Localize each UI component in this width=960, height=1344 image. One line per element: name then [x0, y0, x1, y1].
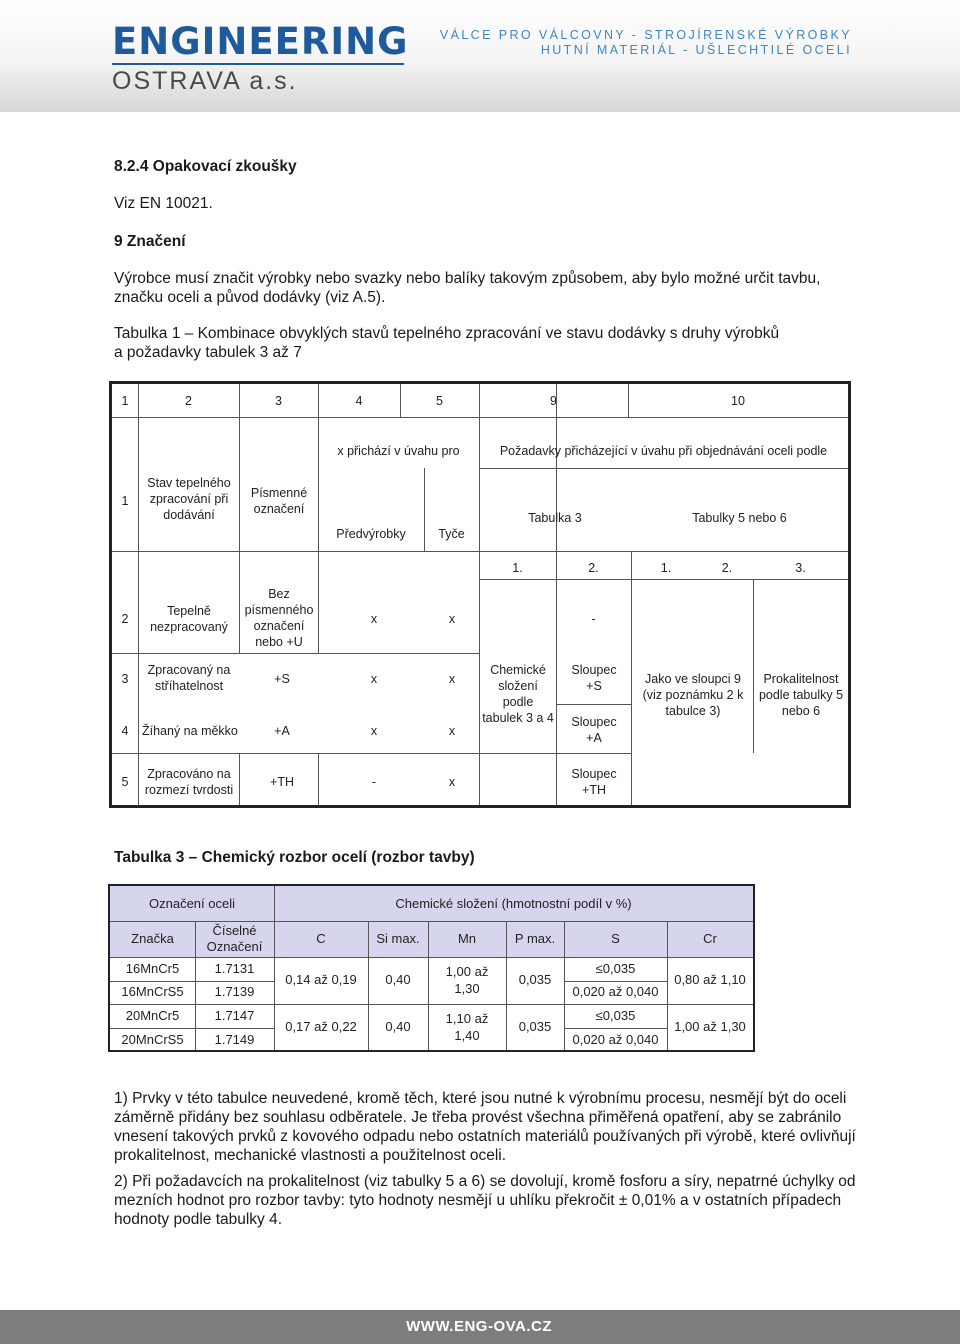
sub-num: 2. [588, 561, 599, 575]
row-num: 4 [121, 724, 129, 738]
page-footer [0, 1310, 960, 1344]
g1-c: 0,14 až 0,19 [285, 972, 357, 987]
table-1 [109, 381, 851, 808]
header-c: C [316, 931, 326, 946]
row-cislo: 1.7149 [214, 1032, 255, 1047]
brand-rule [112, 63, 404, 65]
r4-x-predvyrobky: x [370, 724, 378, 738]
r2-pismenne: Bez písmenného označení nebo +U [244, 587, 314, 649]
page-header [0, 0, 960, 112]
sub-num: 1. [512, 561, 523, 575]
r3-x-predvyrobky: x [370, 672, 378, 686]
r5-sloupec: Sloupec +TH [571, 767, 617, 797]
header-oznaceni-oceli: Označení oceli [149, 896, 235, 911]
row-znacka: 20MnCrS5 [121, 1032, 184, 1047]
note-1: 1) Prvky v této tabulce neuvedené, kromě těch, které jsou nutné k výrobnímu procesu, nesmějí být do oceli záměrně přidány bez souhlasu odběratele. Je třeba provést všechna přiměřená opatření, aby se zabránilo vnesení takových prvků z kovového odpadu nebo ostatních materiálů používaných při výrobě, které ovlivňují prokalitelnost, mechanické vlastnosti a použitelnost oceli. [114, 1090, 856, 1164]
r2-stav: Tepelně nezpracovaný [150, 604, 228, 634]
r2-dash: - [591, 612, 596, 626]
r5-pismenne: +TH [270, 775, 294, 789]
row-znacka: 20MnCr5 [125, 1008, 180, 1023]
header-ciselne: Číselné [212, 923, 257, 938]
row-cislo: 1.7139 [214, 984, 255, 999]
header-stav: Stav tepelného zpracování při dodávání [147, 476, 231, 522]
r4-stav: Žíhaný na měkko [142, 724, 238, 738]
chemicke-slozeni-cell: Chemické složení podle tabulek 3 a 4 [482, 663, 554, 725]
header-tabulky56: Tabulky 5 nebo 6 [692, 511, 787, 525]
text-viz-en: Viz EN 10021. [114, 195, 213, 212]
g2-c: 0,17 až 0,22 [285, 1019, 357, 1034]
col-num: 10 [731, 394, 745, 408]
row-s: 0,020 až 0,040 [572, 1032, 659, 1047]
table3-title: Tabulka 3 – Chemický rozbor ocelí (rozbor tavby) [114, 849, 475, 866]
header-x-prichazi: x přichází v úvahu pro [337, 444, 460, 458]
r3-pismenne: +S [274, 672, 290, 686]
header-cr: Cr [703, 931, 717, 946]
text-9-line2: značku oceli a původ dodávky (viz A.5). [114, 289, 386, 306]
header-tabulka3: Tabulka 3 [528, 511, 582, 525]
r3-stav: Zpracovaný na stříhatelnost [147, 663, 231, 693]
col-num: 1 [121, 394, 129, 408]
r2-x-predvyrobky: x [370, 612, 378, 626]
header-p: P max. [514, 931, 556, 946]
r4-x-tyce: x [448, 724, 456, 738]
col-num: 5 [436, 394, 443, 408]
header-s: S [611, 931, 620, 946]
g2-si: 0,40 [385, 1019, 411, 1034]
header-znacka: Značka [131, 931, 174, 946]
heading-9: 9 Značení [114, 233, 186, 250]
row-znacka: 16MnCr5 [125, 961, 180, 976]
brand-logo-text: ENGINEERING [112, 20, 409, 63]
col-num: 2 [185, 394, 192, 408]
g2-cr: 1,00 až 1,30 [674, 1019, 746, 1034]
sub-num: 2. [721, 561, 733, 575]
header-tyce: Tyče [438, 527, 465, 541]
row-s: ≤0,035 [595, 1008, 636, 1023]
g1-p: 0,035 [518, 972, 552, 987]
sub-num: 1. [660, 561, 672, 575]
g2-mn-2: 1,40 [454, 1028, 480, 1043]
row-znacka: 16MnCrS5 [121, 984, 184, 999]
r3-sloupec: Sloupec +S [571, 663, 617, 693]
header-pozadavky: Požadavky přicházející v úvahu při objednávání oceli podle [499, 444, 828, 458]
row-num: 1 [121, 494, 129, 508]
prokalitelnost-cell: Prokalitelnost podle tabulky 5 nebo 6 [758, 672, 844, 718]
heading-824: 8.2.4 Opakovací zkoušky [114, 158, 297, 175]
header-pismenne: Písmenné označení [250, 486, 308, 516]
g2-p: 0,035 [518, 1019, 552, 1034]
r3-x-tyce: x [448, 672, 456, 686]
g1-mn-1: 1,00 až [445, 964, 489, 979]
r4-pismenne: +A [274, 724, 290, 738]
jako-ve-sloupci-cell: Jako ve sloupci 9 (viz poznámku 2 k tabulce 3) [642, 672, 744, 718]
g2-mn-1: 1,10 až [445, 1011, 489, 1026]
footer-url-link[interactable]: WWW.ENG-OVA.CZ [406, 1318, 552, 1335]
g1-si: 0,40 [385, 972, 411, 987]
text-9-line1: Výrobce musí značit výrobky nebo svazky nebo balíky takovým způsobem, aby bylo možné určit tavbu, [114, 270, 821, 287]
r4-sloupec: Sloupec +A [571, 715, 617, 745]
sub-num: 3. [795, 561, 806, 575]
g1-mn-2: 1,30 [454, 981, 480, 996]
table1-title-line1: Tabulka 1 – Kombinace obvyklých stavů tepelného zpracování ve stavu dodávky s druhy výrobků [114, 325, 780, 342]
row-cislo: 1.7131 [214, 961, 255, 976]
tagline-2: HUTNÍ MATERIÁL - UŠLECHTILÉ OCELI [540, 43, 852, 57]
header-chemicke-slozeni: Chemické složení (hmotnostní podíl v %) [395, 896, 632, 911]
col-num: 9 [550, 394, 557, 408]
r5-stav: Zpracováno na rozmezí tvrdosti [144, 767, 234, 797]
tagline-1: VÁLCE PRO VÁLCOVNY - STROJÍRENSKÉ VÝROBKY [439, 28, 852, 42]
r2-x-tyce: x [448, 612, 456, 626]
note-2: 2) Při požadavcích na prokalitelnost (viz tabulky 5 a 6) se dovolují, kromě fosforu a síry, nepatrné úchylky od mezních hodnot pro rozbor tavby: tyto hodnoty nesmějí u uhlíku překročit ± 0,01% a v ostatních případech hodnoty podle tabulky 4. [114, 1173, 856, 1228]
r5-dash-predvyrobky: - [371, 775, 377, 789]
col-num: 4 [355, 394, 363, 408]
row-num: 5 [121, 775, 129, 789]
row-num: 3 [121, 672, 129, 686]
header-mn: Mn [457, 931, 477, 946]
header-oznaceni: Označení [206, 939, 263, 954]
brand-subtitle: OSTRAVA a.s. [112, 67, 298, 95]
row-cislo: 1.7147 [214, 1008, 255, 1023]
g1-cr: 0,80 až 1,10 [674, 972, 746, 987]
col-num: 3 [275, 394, 282, 408]
row-s: 0,020 až 0,040 [572, 984, 659, 999]
table1-title-line2: a požadavky tabulek 3 až 7 [114, 344, 302, 361]
row-s: ≤0,035 [595, 961, 636, 976]
table-3 [108, 884, 755, 1052]
r5-x-tyce: x [448, 775, 456, 789]
row-num: 2 [121, 612, 129, 626]
header-predvyrobky: Předvýrobky [336, 527, 406, 541]
header-si: Si max. [376, 931, 420, 946]
